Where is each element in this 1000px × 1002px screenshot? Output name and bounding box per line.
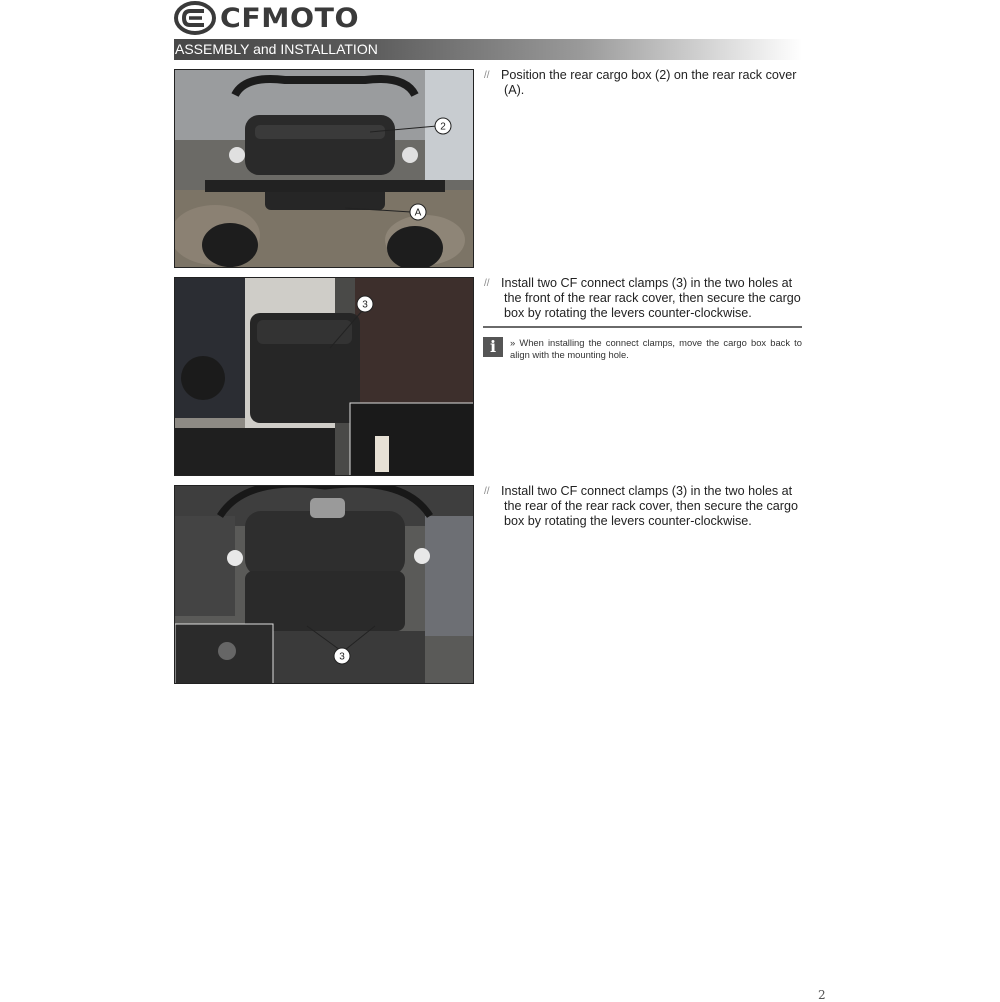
info-icon: i <box>483 337 503 357</box>
photo-step-1 <box>174 69 474 268</box>
cfmoto-logo-icon <box>174 1 216 35</box>
step-2 <box>484 276 802 321</box>
step-1 <box>484 68 802 98</box>
step-marker: // <box>484 278 490 289</box>
callout-label: 2 <box>440 121 446 133</box>
section-title: ASSEMBLY and INSTALLATION <box>175 41 378 57</box>
step-3 <box>484 484 802 529</box>
brand-name: CFMOTO <box>220 2 360 34</box>
step-3-line-3: box by rotating the levers counter-clockwise. <box>504 514 752 528</box>
step-2-line-1: Install two CF connect clamps (3) in the two holes at <box>501 276 793 290</box>
photo-step-2 <box>174 277 474 476</box>
note-divider <box>483 326 802 328</box>
callout-label: 3 <box>362 299 368 311</box>
note-text: » When installing the connect clamps, move the cargo box back to align with the mounting hole. <box>510 337 802 360</box>
brand-logo <box>174 0 360 36</box>
step-2-line-2: the front of the rear rack cover, then secure the cargo <box>504 291 801 305</box>
step-3-line-2: the rear of the rear rack cover, then secure the cargo <box>504 499 799 513</box>
photo-step-3 <box>174 485 474 684</box>
step-1-line-1: Position the rear cargo box (2) on the rear rack cover <box>501 68 797 82</box>
step-2-line-3: box by rotating the levers counter-clockwise. <box>504 306 752 320</box>
page-number: 2 <box>818 988 826 1002</box>
step-marker: // <box>484 70 490 81</box>
callout-label: 3 <box>339 651 345 663</box>
step-3-line-1: Install two CF connect clamps (3) in the two holes at <box>501 484 793 498</box>
step-1-line-2: (A). <box>504 83 525 97</box>
step-marker: // <box>484 486 490 497</box>
callout-label: A <box>414 207 422 219</box>
